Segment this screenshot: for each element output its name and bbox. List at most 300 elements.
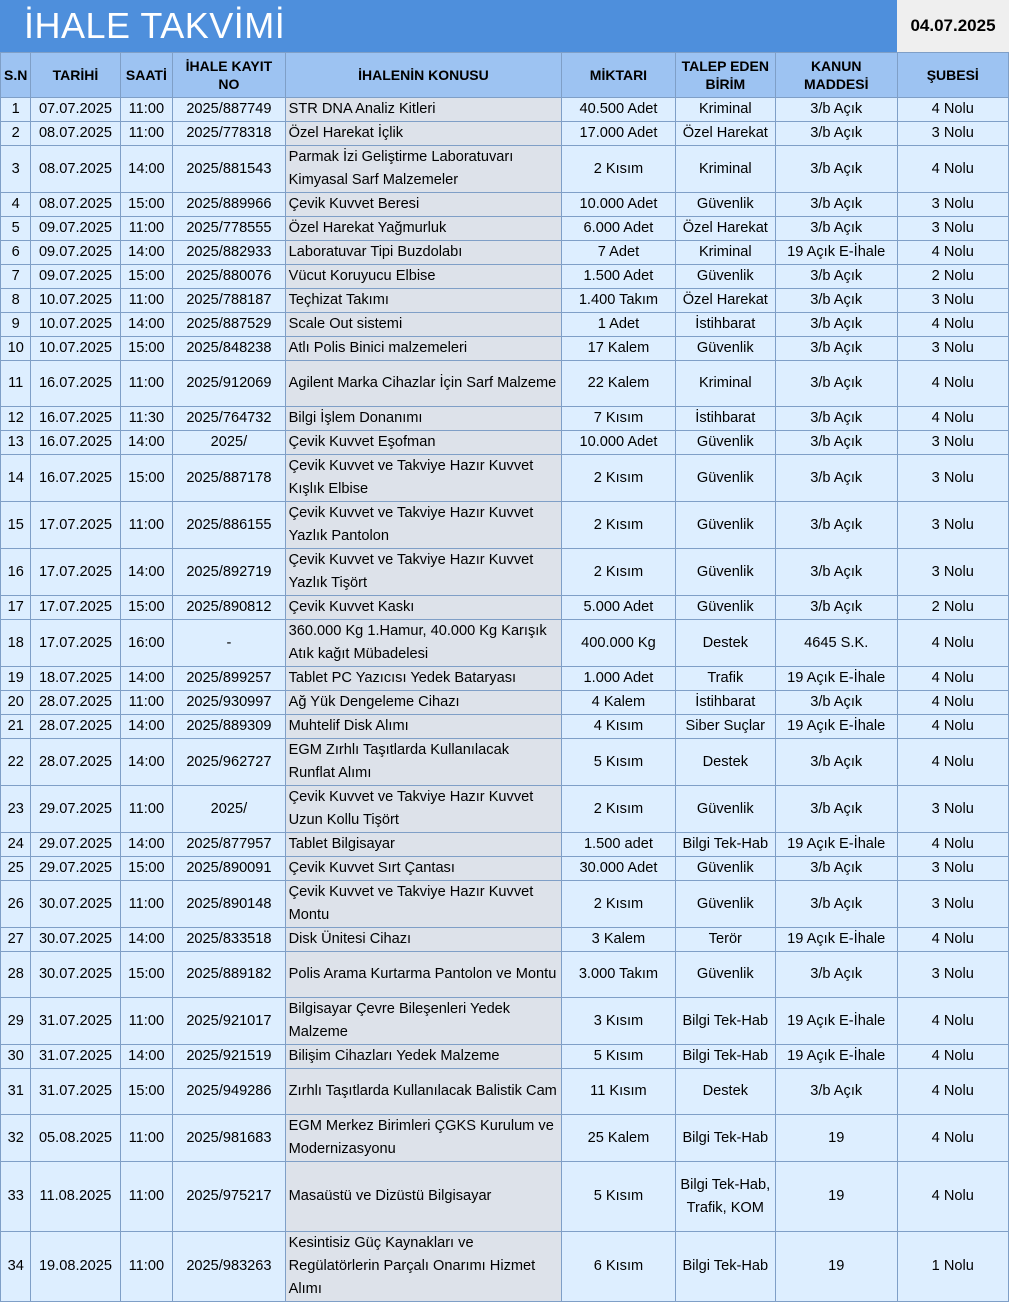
cell-saat[interactable]: 14:00	[120, 313, 173, 337]
cell-konu[interactable]: Teçhizat Takımı	[285, 289, 562, 313]
cell-saat[interactable]: 15:00	[120, 337, 173, 361]
cell-sn[interactable]: 23	[1, 786, 31, 833]
cell-talep-eden[interactable]: İstihbarat	[675, 313, 775, 337]
cell-tarih[interactable]: 09.07.2025	[31, 241, 120, 265]
cell-kanun[interactable]: 3/b Açık	[775, 265, 897, 289]
cell-saat[interactable]: 15:00	[120, 193, 173, 217]
cell-sube[interactable]: 4 Nolu	[897, 715, 1009, 739]
cell-kanun[interactable]: 3/b Açık	[775, 122, 897, 146]
cell-talep-eden[interactable]: Kriminal	[675, 361, 775, 407]
cell-kayit-no[interactable]: 2025/921017	[173, 998, 285, 1045]
cell-kanun[interactable]: 19	[775, 1162, 897, 1232]
cell-tarih[interactable]: 09.07.2025	[31, 217, 120, 241]
cell-sn[interactable]: 19	[1, 667, 31, 691]
cell-kayit-no[interactable]: 2025/889182	[173, 952, 285, 998]
cell-kanun[interactable]: 4645 S.K.	[775, 620, 897, 667]
cell-talep-eden[interactable]: Güvenlik	[675, 193, 775, 217]
cell-saat[interactable]: 14:00	[120, 549, 173, 596]
cell-kayit-no[interactable]: 2025/881543	[173, 146, 285, 193]
cell-kayit-no[interactable]: 2025/887529	[173, 313, 285, 337]
cell-miktar[interactable]: 17 Kalem	[562, 337, 675, 361]
cell-kanun[interactable]: 19 Açık E-İhale	[775, 998, 897, 1045]
cell-tarih[interactable]: 10.07.2025	[31, 337, 120, 361]
cell-kanun[interactable]: 3/b Açık	[775, 217, 897, 241]
cell-talep-eden[interactable]: Destek	[675, 1069, 775, 1115]
cell-talep-eden[interactable]: Özel Harekat	[675, 217, 775, 241]
cell-sn[interactable]: 3	[1, 146, 31, 193]
cell-tarih[interactable]: 17.07.2025	[31, 596, 120, 620]
cell-sube[interactable]: 4 Nolu	[897, 739, 1009, 786]
cell-sube[interactable]: 4 Nolu	[897, 313, 1009, 337]
cell-tarih[interactable]: 11.08.2025	[31, 1162, 120, 1232]
col-header-sn[interactable]: S.N	[1, 53, 31, 98]
cell-kayit-no[interactable]: 2025/921519	[173, 1045, 285, 1069]
cell-sube[interactable]: 3 Nolu	[897, 502, 1009, 549]
cell-konu[interactable]: Çevik Kuvvet Sırt Çantası	[285, 857, 562, 881]
cell-kayit-no[interactable]: 2025/887178	[173, 455, 285, 502]
cell-konu[interactable]: Scale Out sistemi	[285, 313, 562, 337]
cell-konu[interactable]: Parmak İzi Geliştirme Laboratuvarı Kimyasal Sarf Malzemeler	[285, 146, 562, 193]
cell-miktar[interactable]: 2 Kısım	[562, 786, 675, 833]
cell-konu[interactable]: Çevik Kuvvet ve Takviye Hazır Kuvvet Yazlık Pantolon	[285, 502, 562, 549]
cell-kayit-no[interactable]: 2025/930997	[173, 691, 285, 715]
cell-tarih[interactable]: 17.07.2025	[31, 620, 120, 667]
cell-kanun[interactable]: 3/b Açık	[775, 313, 897, 337]
date-cell[interactable]: 04.07.2025	[897, 0, 1009, 52]
cell-kanun[interactable]: 19 Açık E-İhale	[775, 1045, 897, 1069]
cell-sube[interactable]: 4 Nolu	[897, 1045, 1009, 1069]
cell-tarih[interactable]: 07.07.2025	[31, 98, 120, 122]
cell-tarih[interactable]: 17.07.2025	[31, 502, 120, 549]
cell-konu[interactable]: Agilent Marka Cihazlar İçin Sarf Malzeme	[285, 361, 562, 407]
cell-saat[interactable]: 11:30	[120, 407, 173, 431]
cell-miktar[interactable]: 5.000 Adet	[562, 596, 675, 620]
cell-sn[interactable]: 17	[1, 596, 31, 620]
cell-sube[interactable]: 3 Nolu	[897, 549, 1009, 596]
cell-sn[interactable]: 29	[1, 998, 31, 1045]
cell-sube[interactable]: 3 Nolu	[897, 122, 1009, 146]
cell-konu[interactable]: Tablet Bilgisayar	[285, 833, 562, 857]
cell-sn[interactable]: 33	[1, 1162, 31, 1232]
cell-sube[interactable]: 4 Nolu	[897, 241, 1009, 265]
cell-saat[interactable]: 15:00	[120, 455, 173, 502]
cell-sn[interactable]: 2	[1, 122, 31, 146]
cell-talep-eden[interactable]: Güvenlik	[675, 786, 775, 833]
cell-tarih[interactable]: 08.07.2025	[31, 146, 120, 193]
cell-talep-eden[interactable]: Bilgi Tek-Hab	[675, 1115, 775, 1162]
cell-tarih[interactable]: 31.07.2025	[31, 1045, 120, 1069]
cell-sn[interactable]: 24	[1, 833, 31, 857]
cell-talep-eden[interactable]: Kriminal	[675, 146, 775, 193]
cell-talep-eden[interactable]: Güvenlik	[675, 431, 775, 455]
cell-sn[interactable]: 31	[1, 1069, 31, 1115]
cell-sube[interactable]: 4 Nolu	[897, 407, 1009, 431]
cell-tarih[interactable]: 08.07.2025	[31, 193, 120, 217]
cell-talep-eden[interactable]: Bilgi Tek-Hab	[675, 833, 775, 857]
cell-sube[interactable]: 3 Nolu	[897, 431, 1009, 455]
cell-sube[interactable]: 3 Nolu	[897, 289, 1009, 313]
cell-sube[interactable]: 4 Nolu	[897, 1069, 1009, 1115]
cell-sn[interactable]: 30	[1, 1045, 31, 1069]
cell-saat[interactable]: 14:00	[120, 431, 173, 455]
cell-sn[interactable]: 4	[1, 193, 31, 217]
col-header-kayit-no[interactable]: İHALE KAYIT NO	[173, 53, 285, 98]
cell-sube[interactable]: 4 Nolu	[897, 1115, 1009, 1162]
cell-saat[interactable]: 15:00	[120, 952, 173, 998]
cell-miktar[interactable]: 3.000 Takım	[562, 952, 675, 998]
cell-talep-eden[interactable]: Kriminal	[675, 98, 775, 122]
cell-saat[interactable]: 14:00	[120, 1045, 173, 1069]
cell-kayit-no[interactable]: 2025/899257	[173, 667, 285, 691]
cell-konu[interactable]: Muhtelif Disk Alımı	[285, 715, 562, 739]
cell-talep-eden[interactable]: Güvenlik	[675, 502, 775, 549]
cell-saat[interactable]: 11:00	[120, 289, 173, 313]
cell-sn[interactable]: 26	[1, 881, 31, 928]
cell-kayit-no[interactable]: 2025/778318	[173, 122, 285, 146]
cell-tarih[interactable]: 18.07.2025	[31, 667, 120, 691]
cell-sn[interactable]: 10	[1, 337, 31, 361]
cell-kayit-no[interactable]: 2025/962727	[173, 739, 285, 786]
cell-konu[interactable]: Çevik Kuvvet ve Takviye Hazır Kuvvet Yazlık Tişört	[285, 549, 562, 596]
cell-tarih[interactable]: 16.07.2025	[31, 455, 120, 502]
cell-konu[interactable]: Bilgisayar Çevre Bileşenleri Yedek Malzeme	[285, 998, 562, 1045]
cell-miktar[interactable]: 17.000 Adet	[562, 122, 675, 146]
cell-konu[interactable]: Ağ Yük Dengeleme Cihazı	[285, 691, 562, 715]
cell-tarih[interactable]: 30.07.2025	[31, 881, 120, 928]
cell-sn[interactable]: 21	[1, 715, 31, 739]
cell-talep-eden[interactable]: Güvenlik	[675, 881, 775, 928]
cell-miktar[interactable]: 25 Kalem	[562, 1115, 675, 1162]
cell-sube[interactable]: 3 Nolu	[897, 857, 1009, 881]
cell-talep-eden[interactable]: Özel Harekat	[675, 289, 775, 313]
cell-sube[interactable]: 4 Nolu	[897, 928, 1009, 952]
cell-kanun[interactable]: 3/b Açık	[775, 691, 897, 715]
cell-sn[interactable]: 22	[1, 739, 31, 786]
cell-kayit-no[interactable]: 2025/764732	[173, 407, 285, 431]
cell-miktar[interactable]: 7 Kısım	[562, 407, 675, 431]
cell-talep-eden[interactable]: Bilgi Tek-Hab, Trafik, KOM	[675, 1162, 775, 1232]
cell-talep-eden[interactable]: Destek	[675, 620, 775, 667]
cell-kayit-no[interactable]: 2025/889309	[173, 715, 285, 739]
cell-kanun[interactable]: 3/b Açık	[775, 596, 897, 620]
cell-kanun[interactable]: 3/b Açık	[775, 146, 897, 193]
cell-kayit-no[interactable]: 2025/890091	[173, 857, 285, 881]
cell-konu[interactable]: Masaüstü ve Dizüstü Bilgisayar	[285, 1162, 562, 1232]
cell-tarih[interactable]: 29.07.2025	[31, 833, 120, 857]
cell-saat[interactable]: 14:00	[120, 739, 173, 786]
cell-sn[interactable]: 9	[1, 313, 31, 337]
col-header-talep-eden[interactable]: TALEP EDEN BİRİM	[675, 53, 775, 98]
cell-konu[interactable]: Tablet PC Yazıcısı Yedek Bataryası	[285, 667, 562, 691]
cell-talep-eden[interactable]: Güvenlik	[675, 549, 775, 596]
cell-kayit-no[interactable]: 2025/778555	[173, 217, 285, 241]
cell-talep-eden[interactable]: Güvenlik	[675, 455, 775, 502]
cell-kayit-no[interactable]: 2025/	[173, 431, 285, 455]
cell-miktar[interactable]: 3 Kısım	[562, 998, 675, 1045]
col-header-miktar[interactable]: MİKTARI	[562, 53, 675, 98]
cell-talep-eden[interactable]: Bilgi Tek-Hab	[675, 1232, 775, 1302]
cell-saat[interactable]: 11:00	[120, 1115, 173, 1162]
cell-tarih[interactable]: 29.07.2025	[31, 857, 120, 881]
cell-kanun[interactable]: 3/b Açık	[775, 455, 897, 502]
cell-sube[interactable]: 3 Nolu	[897, 217, 1009, 241]
cell-sn[interactable]: 11	[1, 361, 31, 407]
cell-konu[interactable]: Özel Harekat İçlik	[285, 122, 562, 146]
cell-konu[interactable]: EGM Zırhlı Taşıtlarda Kullanılacak Runflat Alımı	[285, 739, 562, 786]
cell-konu[interactable]: Atlı Polis Binici malzemeleri	[285, 337, 562, 361]
cell-miktar[interactable]: 2 Kısım	[562, 549, 675, 596]
cell-talep-eden[interactable]: Bilgi Tek-Hab	[675, 1045, 775, 1069]
cell-kanun[interactable]: 19	[775, 1232, 897, 1302]
cell-sube[interactable]: 4 Nolu	[897, 667, 1009, 691]
cell-talep-eden[interactable]: Güvenlik	[675, 857, 775, 881]
cell-kanun[interactable]: 3/b Açık	[775, 98, 897, 122]
cell-sn[interactable]: 14	[1, 455, 31, 502]
cell-sube[interactable]: 3 Nolu	[897, 455, 1009, 502]
cell-saat[interactable]: 15:00	[120, 596, 173, 620]
cell-miktar[interactable]: 4 Kalem	[562, 691, 675, 715]
cell-sn[interactable]: 28	[1, 952, 31, 998]
cell-kanun[interactable]: 3/b Açık	[775, 407, 897, 431]
cell-tarih[interactable]: 17.07.2025	[31, 549, 120, 596]
cell-sn[interactable]: 7	[1, 265, 31, 289]
cell-kayit-no[interactable]: 2025/949286	[173, 1069, 285, 1115]
cell-sube[interactable]: 4 Nolu	[897, 146, 1009, 193]
cell-tarih[interactable]: 28.07.2025	[31, 715, 120, 739]
cell-miktar[interactable]: 11 Kısım	[562, 1069, 675, 1115]
cell-konu[interactable]: Laboratuvar Tipi Buzdolabı	[285, 241, 562, 265]
cell-tarih[interactable]: 16.07.2025	[31, 407, 120, 431]
cell-konu[interactable]: STR DNA Analiz Kitleri	[285, 98, 562, 122]
cell-miktar[interactable]: 1 Adet	[562, 313, 675, 337]
cell-kanun[interactable]: 19 Açık E-İhale	[775, 715, 897, 739]
cell-miktar[interactable]: 1.500 adet	[562, 833, 675, 857]
cell-tarih[interactable]: 16.07.2025	[31, 361, 120, 407]
cell-kanun[interactable]: 3/b Açık	[775, 337, 897, 361]
cell-konu[interactable]: Çevik Kuvvet ve Takviye Hazır Kuvvet Montu	[285, 881, 562, 928]
cell-kanun[interactable]: 19 Açık E-İhale	[775, 928, 897, 952]
cell-kanun[interactable]: 3/b Açık	[775, 361, 897, 407]
cell-kayit-no[interactable]: 2025/981683	[173, 1115, 285, 1162]
cell-saat[interactable]: 14:00	[120, 715, 173, 739]
cell-miktar[interactable]: 2 Kısım	[562, 146, 675, 193]
cell-saat[interactable]: 11:00	[120, 691, 173, 715]
cell-sn[interactable]: 8	[1, 289, 31, 313]
cell-kayit-no[interactable]: 2025/848238	[173, 337, 285, 361]
cell-tarih[interactable]: 16.07.2025	[31, 431, 120, 455]
cell-sube[interactable]: 4 Nolu	[897, 620, 1009, 667]
cell-talep-eden[interactable]: Güvenlik	[675, 337, 775, 361]
cell-kayit-no[interactable]: 2025/890148	[173, 881, 285, 928]
cell-talep-eden[interactable]: Güvenlik	[675, 952, 775, 998]
cell-saat[interactable]: 14:00	[120, 928, 173, 952]
cell-miktar[interactable]: 30.000 Adet	[562, 857, 675, 881]
cell-kanun[interactable]: 19 Açık E-İhale	[775, 667, 897, 691]
cell-miktar[interactable]: 22 Kalem	[562, 361, 675, 407]
cell-kayit-no[interactable]: 2025/877957	[173, 833, 285, 857]
cell-saat[interactable]: 14:00	[120, 667, 173, 691]
cell-konu[interactable]: Zırhlı Taşıtlarda Kullanılacak Balistik Cam	[285, 1069, 562, 1115]
cell-tarih[interactable]: 08.07.2025	[31, 122, 120, 146]
cell-kanun[interactable]: 3/b Açık	[775, 502, 897, 549]
cell-saat[interactable]: 11:00	[120, 1162, 173, 1232]
cell-konu[interactable]: EGM Merkez Birimleri ÇGKS Kurulum ve Modernizasyonu	[285, 1115, 562, 1162]
cell-saat[interactable]: 14:00	[120, 146, 173, 193]
cell-kayit-no[interactable]: 2025/912069	[173, 361, 285, 407]
cell-sube[interactable]: 4 Nolu	[897, 98, 1009, 122]
cell-kayit-no[interactable]: 2025/892719	[173, 549, 285, 596]
cell-tarih[interactable]: 28.07.2025	[31, 739, 120, 786]
cell-miktar[interactable]: 1.500 Adet	[562, 265, 675, 289]
cell-saat[interactable]: 11:00	[120, 1232, 173, 1302]
cell-kanun[interactable]: 3/b Açık	[775, 786, 897, 833]
cell-kanun[interactable]: 19 Açık E-İhale	[775, 241, 897, 265]
cell-talep-eden[interactable]: Destek	[675, 739, 775, 786]
cell-konu[interactable]: Bilişim Cihazları Yedek Malzeme	[285, 1045, 562, 1069]
cell-talep-eden[interactable]: Terör	[675, 928, 775, 952]
col-header-saat[interactable]: SAATİ	[120, 53, 173, 98]
cell-kanun[interactable]: 3/b Açık	[775, 739, 897, 786]
cell-saat[interactable]: 14:00	[120, 241, 173, 265]
cell-miktar[interactable]: 40.500 Adet	[562, 98, 675, 122]
cell-kayit-no[interactable]: -	[173, 620, 285, 667]
col-header-tarih[interactable]: TARİHİ	[31, 53, 120, 98]
cell-kanun[interactable]: 3/b Açık	[775, 881, 897, 928]
cell-sube[interactable]: 3 Nolu	[897, 952, 1009, 998]
cell-sn[interactable]: 13	[1, 431, 31, 455]
cell-sn[interactable]: 18	[1, 620, 31, 667]
cell-konu[interactable]: Özel Harekat Yağmurluk	[285, 217, 562, 241]
cell-kayit-no[interactable]: 2025/880076	[173, 265, 285, 289]
cell-saat[interactable]: 11:00	[120, 998, 173, 1045]
col-header-kanun[interactable]: KANUN MADDESİ	[775, 53, 897, 98]
cell-miktar[interactable]: 4 Kısım	[562, 715, 675, 739]
cell-konu[interactable]: Disk Ünitesi Cihazı	[285, 928, 562, 952]
cell-miktar[interactable]: 6.000 Adet	[562, 217, 675, 241]
cell-kayit-no[interactable]: 2025/890812	[173, 596, 285, 620]
cell-tarih[interactable]: 31.07.2025	[31, 1069, 120, 1115]
cell-kanun[interactable]: 3/b Açık	[775, 952, 897, 998]
cell-saat[interactable]: 11:00	[120, 98, 173, 122]
cell-miktar[interactable]: 400.000 Kg	[562, 620, 675, 667]
cell-miktar[interactable]: 6 Kısım	[562, 1232, 675, 1302]
cell-tarih[interactable]: 09.07.2025	[31, 265, 120, 289]
cell-kanun[interactable]: 3/b Açık	[775, 289, 897, 313]
cell-kayit-no[interactable]: 2025/975217	[173, 1162, 285, 1232]
cell-sube[interactable]: 1 Nolu	[897, 1232, 1009, 1302]
cell-miktar[interactable]: 2 Kısım	[562, 881, 675, 928]
cell-konu[interactable]: Çevik Kuvvet Kaskı	[285, 596, 562, 620]
cell-konu[interactable]: Kesintisiz Güç Kaynakları ve Regülatörlerin Parçalı Onarımı Hizmet Alımı	[285, 1232, 562, 1302]
cell-sube[interactable]: 2 Nolu	[897, 596, 1009, 620]
cell-miktar[interactable]: 1.000 Adet	[562, 667, 675, 691]
cell-sn[interactable]: 1	[1, 98, 31, 122]
cell-kayit-no[interactable]: 2025/983263	[173, 1232, 285, 1302]
cell-konu[interactable]: Çevik Kuvvet Beresi	[285, 193, 562, 217]
cell-sn[interactable]: 27	[1, 928, 31, 952]
cell-talep-eden[interactable]: Bilgi Tek-Hab	[675, 998, 775, 1045]
cell-kayit-no[interactable]: 2025/889966	[173, 193, 285, 217]
cell-tarih[interactable]: 30.07.2025	[31, 952, 120, 998]
cell-konu[interactable]: Bilgi İşlem Donanımı	[285, 407, 562, 431]
cell-miktar[interactable]: 5 Kısım	[562, 739, 675, 786]
cell-sube[interactable]: 2 Nolu	[897, 265, 1009, 289]
cell-saat[interactable]: 15:00	[120, 265, 173, 289]
cell-talep-eden[interactable]: Trafik	[675, 667, 775, 691]
cell-sn[interactable]: 12	[1, 407, 31, 431]
cell-miktar[interactable]: 1.400 Takım	[562, 289, 675, 313]
cell-konu[interactable]: Polis Arama Kurtarma Pantolon ve Montu	[285, 952, 562, 998]
cell-sube[interactable]: 3 Nolu	[897, 786, 1009, 833]
cell-sn[interactable]: 6	[1, 241, 31, 265]
cell-kanun[interactable]: 3/b Açık	[775, 549, 897, 596]
cell-talep-eden[interactable]: Özel Harekat	[675, 122, 775, 146]
cell-sube[interactable]: 3 Nolu	[897, 337, 1009, 361]
cell-konu[interactable]: Çevik Kuvvet ve Takviye Hazır Kuvvet Kışlık Elbise	[285, 455, 562, 502]
cell-miktar[interactable]: 5 Kısım	[562, 1045, 675, 1069]
cell-sube[interactable]: 4 Nolu	[897, 1162, 1009, 1232]
cell-kayit-no[interactable]: 2025/788187	[173, 289, 285, 313]
cell-talep-eden[interactable]: Siber Suçlar	[675, 715, 775, 739]
cell-miktar[interactable]: 5 Kısım	[562, 1162, 675, 1232]
col-header-sube[interactable]: ŞUBESİ	[897, 53, 1009, 98]
cell-kanun[interactable]: 3/b Açık	[775, 431, 897, 455]
cell-miktar[interactable]: 10.000 Adet	[562, 193, 675, 217]
cell-sn[interactable]: 25	[1, 857, 31, 881]
cell-kanun[interactable]: 3/b Açık	[775, 193, 897, 217]
cell-kanun[interactable]: 3/b Açık	[775, 857, 897, 881]
cell-sube[interactable]: 4 Nolu	[897, 691, 1009, 715]
cell-kayit-no[interactable]: 2025/887749	[173, 98, 285, 122]
cell-sube[interactable]: 4 Nolu	[897, 361, 1009, 407]
cell-saat[interactable]: 11:00	[120, 361, 173, 407]
cell-saat[interactable]: 16:00	[120, 620, 173, 667]
cell-saat[interactable]: 15:00	[120, 857, 173, 881]
cell-sn[interactable]: 32	[1, 1115, 31, 1162]
cell-kanun[interactable]: 3/b Açık	[775, 1069, 897, 1115]
cell-saat[interactable]: 15:00	[120, 1069, 173, 1115]
cell-konu[interactable]: Çevik Kuvvet Eşofman	[285, 431, 562, 455]
cell-tarih[interactable]: 05.08.2025	[31, 1115, 120, 1162]
cell-talep-eden[interactable]: İstihbarat	[675, 691, 775, 715]
cell-sube[interactable]: 3 Nolu	[897, 881, 1009, 928]
cell-konu[interactable]: Vücut Koruyucu Elbise	[285, 265, 562, 289]
cell-sube[interactable]: 3 Nolu	[897, 193, 1009, 217]
cell-saat[interactable]: 14:00	[120, 833, 173, 857]
cell-saat[interactable]: 11:00	[120, 786, 173, 833]
cell-tarih[interactable]: 30.07.2025	[31, 928, 120, 952]
cell-kayit-no[interactable]: 2025/882933	[173, 241, 285, 265]
cell-miktar[interactable]: 10.000 Adet	[562, 431, 675, 455]
cell-talep-eden[interactable]: Güvenlik	[675, 596, 775, 620]
cell-talep-eden[interactable]: İstihbarat	[675, 407, 775, 431]
cell-talep-eden[interactable]: Güvenlik	[675, 265, 775, 289]
cell-saat[interactable]: 11:00	[120, 217, 173, 241]
cell-tarih[interactable]: 31.07.2025	[31, 998, 120, 1045]
cell-kanun[interactable]: 19	[775, 1115, 897, 1162]
cell-tarih[interactable]: 10.07.2025	[31, 313, 120, 337]
cell-sube[interactable]: 4 Nolu	[897, 998, 1009, 1045]
cell-tarih[interactable]: 19.08.2025	[31, 1232, 120, 1302]
cell-saat[interactable]: 11:00	[120, 122, 173, 146]
cell-sn[interactable]: 5	[1, 217, 31, 241]
cell-talep-eden[interactable]: Kriminal	[675, 241, 775, 265]
cell-miktar[interactable]: 2 Kısım	[562, 455, 675, 502]
cell-sn[interactable]: 34	[1, 1232, 31, 1302]
cell-saat[interactable]: 11:00	[120, 881, 173, 928]
cell-sn[interactable]: 15	[1, 502, 31, 549]
cell-kanun[interactable]: 19 Açık E-İhale	[775, 833, 897, 857]
